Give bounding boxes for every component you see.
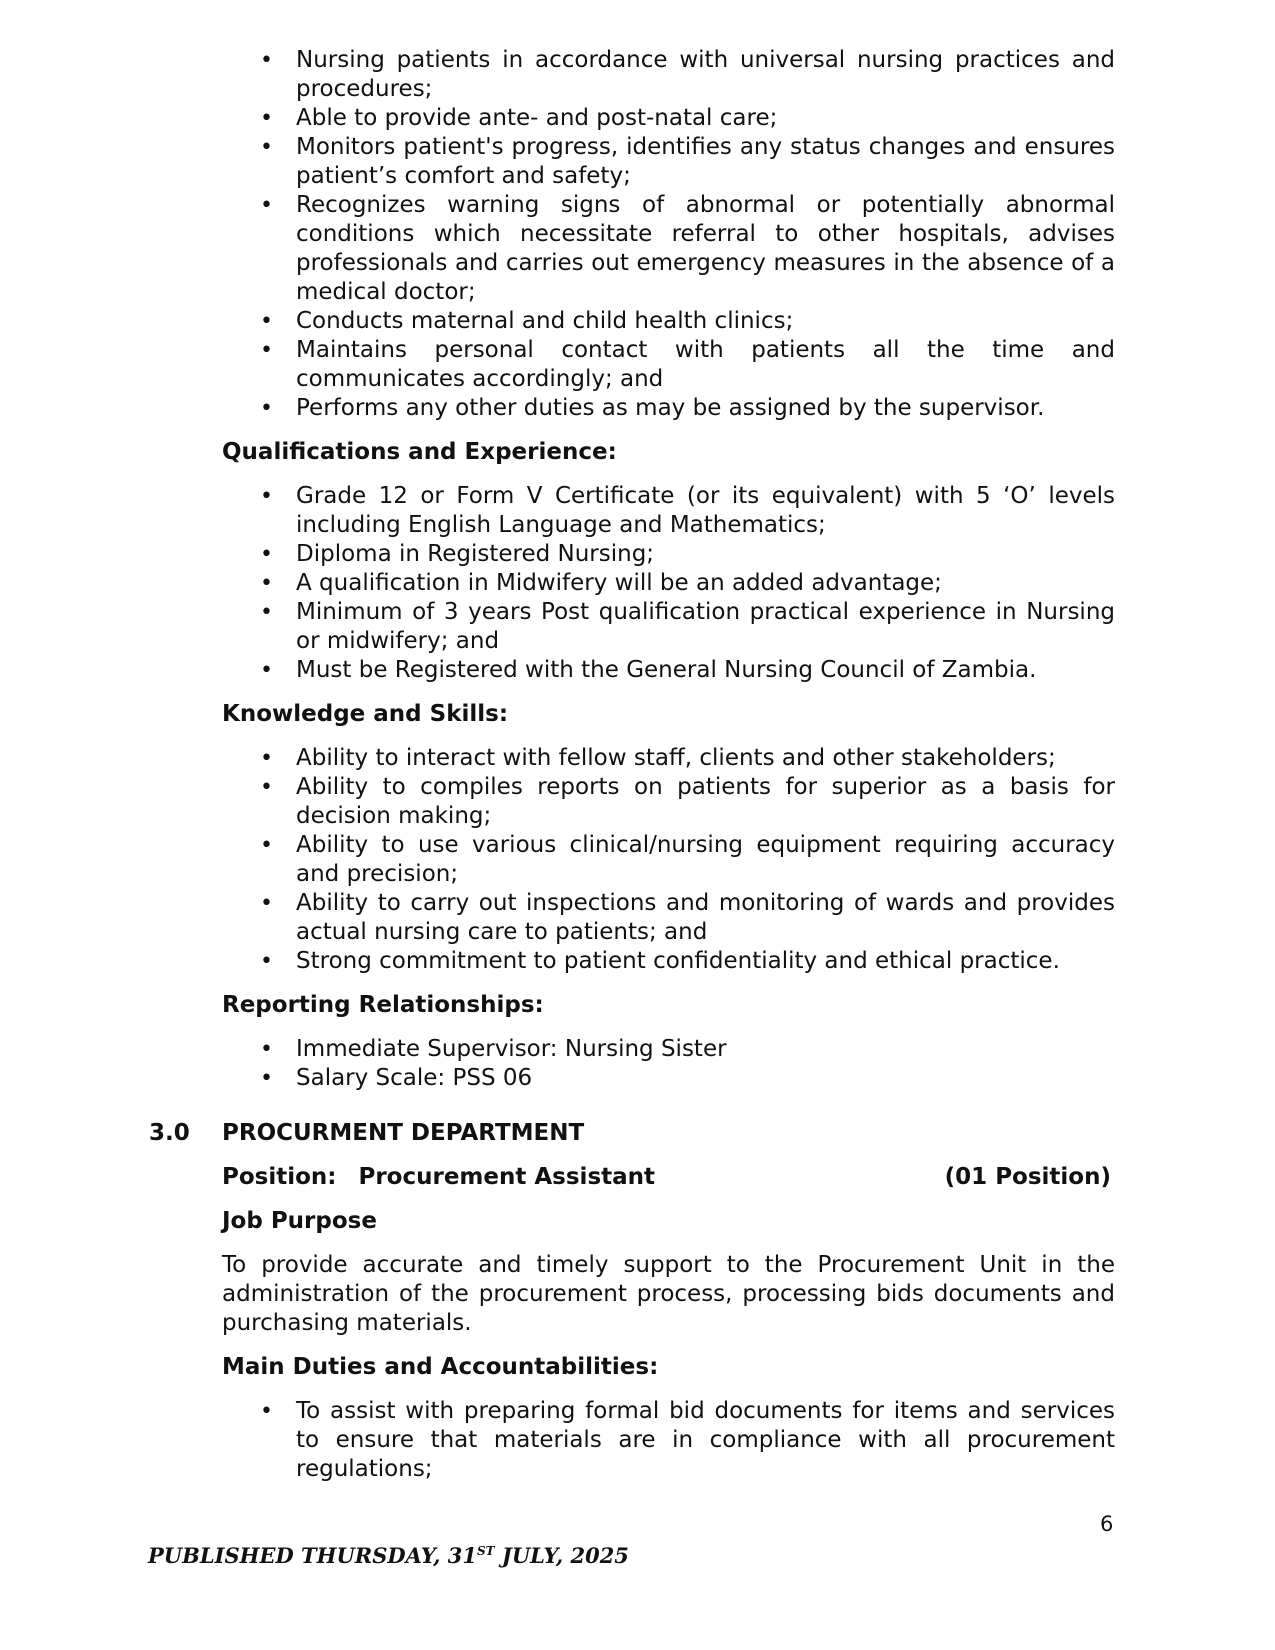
list-item: • A qualification in Midwifery will be an added advantage;: [222, 569, 1115, 598]
main-duties-heading: Main Duties and Accountabilities:: [222, 1354, 659, 1380]
list-item: • Performs any other duties as may be assigned by the supervisor.: [222, 394, 1115, 423]
position-title: Procurement Assistant: [358, 1164, 656, 1190]
qualifications-list: [222, 482, 1115, 685]
section-number: 3.0: [149, 1120, 190, 1146]
reporting-heading: Reporting Relationships:: [222, 992, 544, 1018]
position-label: Position:: [222, 1164, 337, 1190]
page-content: [149, 46, 1115, 1484]
job-purpose-heading: Job Purpose: [222, 1208, 377, 1234]
list-item: • Recognizes warning signs of abnormal or potentially abnormal conditions which necessitate referral to other hospitals, advises professionals and carries out emergency measures in the absence of a medical doctor;: [222, 191, 1115, 307]
footer-prefix: PUBLISHED THURSDAY, 31: [148, 1543, 477, 1568]
publication-footer: [148, 1537, 629, 1570]
duties-list: [222, 46, 1115, 423]
position-line: [222, 1163, 1115, 1192]
list-item: • Able to provide ante- and post-natal care;: [222, 104, 1115, 133]
list-item: • Ability to carry out inspections and monitoring of wards and provides actual nursing care to patients; and: [222, 889, 1115, 947]
footer-superscript: ST: [476, 1544, 495, 1558]
list-item: • Ability to use various clinical/nursing equipment requiring accuracy and precision;: [222, 831, 1115, 889]
main-duties-list: [222, 1397, 1115, 1484]
list-item: • Diploma in Registered Nursing;: [222, 540, 1115, 569]
list-item: • Monitors patient's progress, identifies any status changes and ensures patient’s comfort and safety;: [222, 133, 1115, 191]
list-item: • Strong commitment to patient confidentiality and ethical practice.: [222, 947, 1115, 976]
list-item: • Conducts maternal and child health clinics;: [222, 307, 1115, 336]
section-heading: [149, 1119, 1115, 1148]
list-item: • Salary Scale: PSS 06: [222, 1064, 1115, 1093]
qualifications-heading: Qualifications and Experience:: [222, 439, 617, 465]
list-item: • Nursing patients in accordance with universal nursing practices and procedures;: [222, 46, 1115, 104]
list-item: • Ability to compiles reports on patients for superior as a basis for decision making;: [222, 773, 1115, 831]
section-title: PROCURMENT DEPARTMENT: [222, 1120, 585, 1146]
knowledge-heading: Knowledge and Skills:: [222, 701, 509, 727]
list-item: • To assist with preparing formal bid documents for items and services to ensure that materials are in compliance with all procurement regulations;: [222, 1397, 1115, 1484]
knowledge-list: [222, 744, 1115, 976]
list-item: • Ability to interact with fellow staff, clients and other stakeholders;: [222, 744, 1115, 773]
list-item: • Grade 12 or Form V Certificate (or its equivalent) with 5 ‘O’ levels including English Language and Mathematics;: [222, 482, 1115, 540]
list-item: • Must be Registered with the General Nursing Council of Zambia.: [222, 656, 1115, 685]
list-item: • Immediate Supervisor: Nursing Sister: [222, 1035, 1115, 1064]
list-item: • Maintains personal contact with patients all the time and communicates accordingly; and: [222, 336, 1115, 394]
list-item: • Minimum of 3 years Post qualification practical experience in Nursing or midwifery; and: [222, 598, 1115, 656]
footer-suffix: JULY, 2025: [494, 1543, 629, 1568]
page-number: 6: [1100, 1512, 1114, 1536]
position-count: (01 Position): [944, 1164, 1111, 1190]
reporting-list: [222, 1035, 1115, 1093]
job-purpose-text: To provide accurate and timely support to the Procurement Unit in the administration of the procurement process, processing bids documents and purchasing materials.: [222, 1252, 1115, 1336]
